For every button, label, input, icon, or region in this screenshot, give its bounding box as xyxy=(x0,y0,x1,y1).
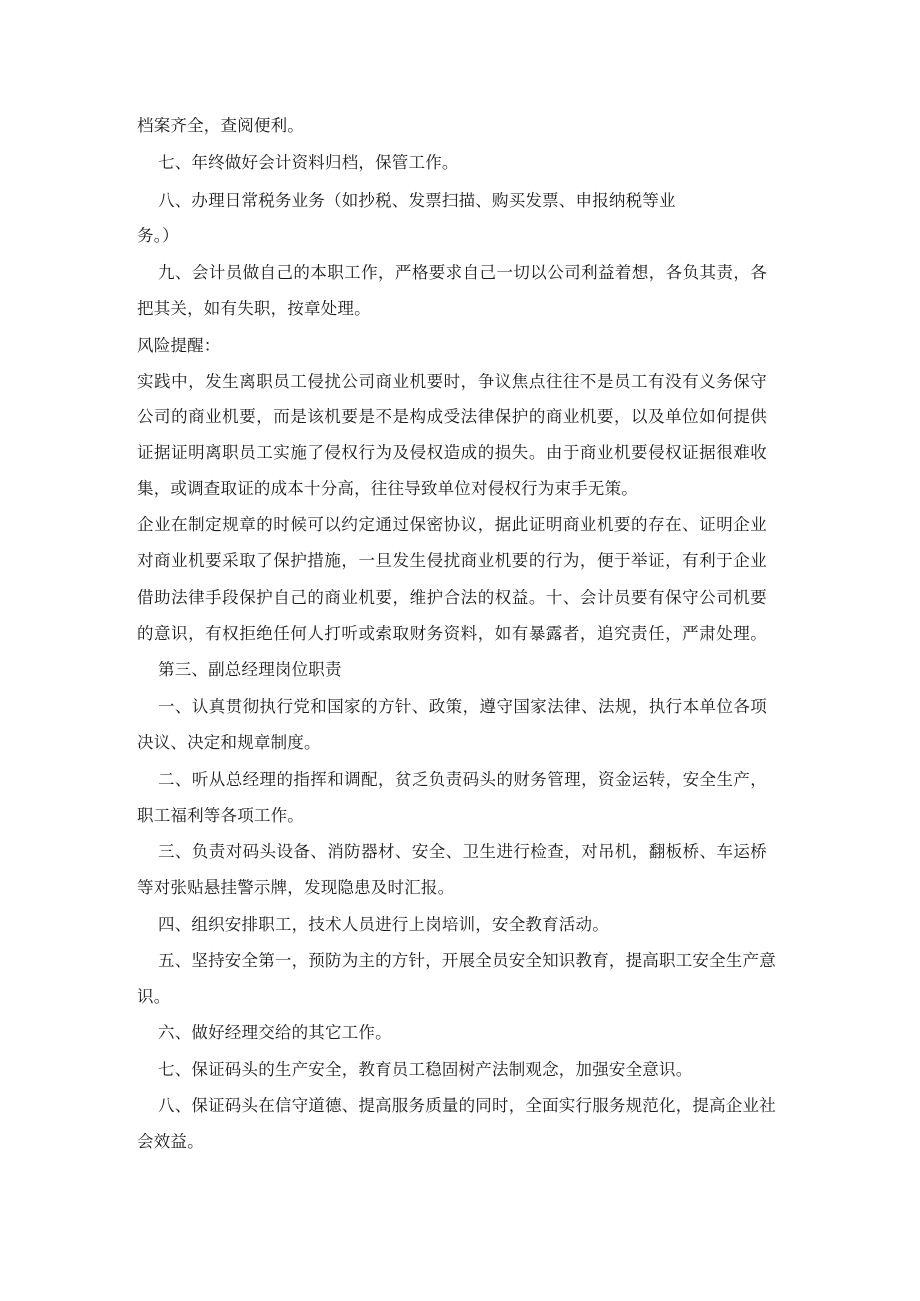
text-line: 决议、决定和规章制度。 xyxy=(137,733,321,752)
text-line: 证据证明离职员工实施了侵权行为及侵权造成的损失。由于商业机要侵权证据很难收 xyxy=(137,443,767,462)
text-line: 四、组织安排职工，技术人员进行上岗培训，安全教育活动。 xyxy=(158,915,609,934)
text-line: 职工福利等各项工作。 xyxy=(137,806,304,825)
text-line: 二、听从总经理的指挥和调配，贫乏负责码头的财务管理，资金运转，安全生产， xyxy=(158,770,767,789)
text-line: 三、负责对码头设备、消防器材、安全、卫生进行检查，对吊机，翻板桥、车运桥 xyxy=(158,842,767,861)
text-line: 六、做好经理交给的其它工作。 xyxy=(158,1023,392,1042)
text-line: 借助法律手段保护自己的商业机要，维护合法的权益。十、会计员要有保守公司机要 xyxy=(137,588,767,607)
text-line: 八、保证码头在信守道德、提高服务质量的同时，全面实行服务规范化，提高企业社 xyxy=(158,1096,776,1115)
text-line: 档案齐全，查阅便利。 xyxy=(137,116,304,135)
text-line: 企业在制定规章的时候可以约定通过保密协议，据此证明商业机要的存在、证明企业 xyxy=(137,515,767,534)
text-line: 七、年终做好会计资料归档，保管工作。 xyxy=(158,153,459,172)
section-heading: 第三、副总经理岗位职责 xyxy=(158,660,342,679)
text-line: 等对张贴悬挂警示牌，发现隐患及时汇报。 xyxy=(137,878,455,897)
text-line: 的意识，有权拒绝任何人打听或索取财务资料，如有暴露者，追究责任，严肃处理。 xyxy=(137,624,767,643)
text-line: 对商业机要采取了保护措施，一旦发生侵扰商业机要的行为，便于举证，有利于企业 xyxy=(137,551,767,570)
text-line: 五、坚持安全第一，预防为主的方针，开展全员安全知识教育，提高职工安全生产意 xyxy=(158,951,776,970)
text-line: 集，或调查取证的成本十分高，往往导致单位对侵权行为束手无策。 xyxy=(137,479,638,498)
text-line: 识。 xyxy=(137,987,171,1006)
text-line: 务。） xyxy=(137,226,179,245)
text-line: 九、会计员做自己的本职工作，严格要求自己一切以公司利益着想，各负其责，各 xyxy=(158,263,767,282)
text-line: 会效益。 xyxy=(137,1132,204,1151)
text-line: 一、认真贯彻执行党和国家的方针、政策，遵守国家法律、法规，执行本单位各项 xyxy=(158,697,767,716)
text-line: 公司的商业机要，而是该机要是不是构成受法律保护的商业机要，以及单位如何提供 xyxy=(137,407,767,426)
text-line: 实践中，发生离职员工侵扰公司商业机要时，争议焦点往往不是员工有没有义务保守 xyxy=(137,372,767,391)
text-line: 把其关，如有失职，按章处理。 xyxy=(137,299,371,318)
text-line: 风险提醒： xyxy=(137,336,221,355)
text-line: 八、办理日常税务业务（如抄税、发票扫描、购买发票、申报纳税等业 xyxy=(158,191,676,210)
text-line: 七、保证码头的生产安全，教育员工稳固树产法制观念，加强安全意识。 xyxy=(158,1060,693,1079)
